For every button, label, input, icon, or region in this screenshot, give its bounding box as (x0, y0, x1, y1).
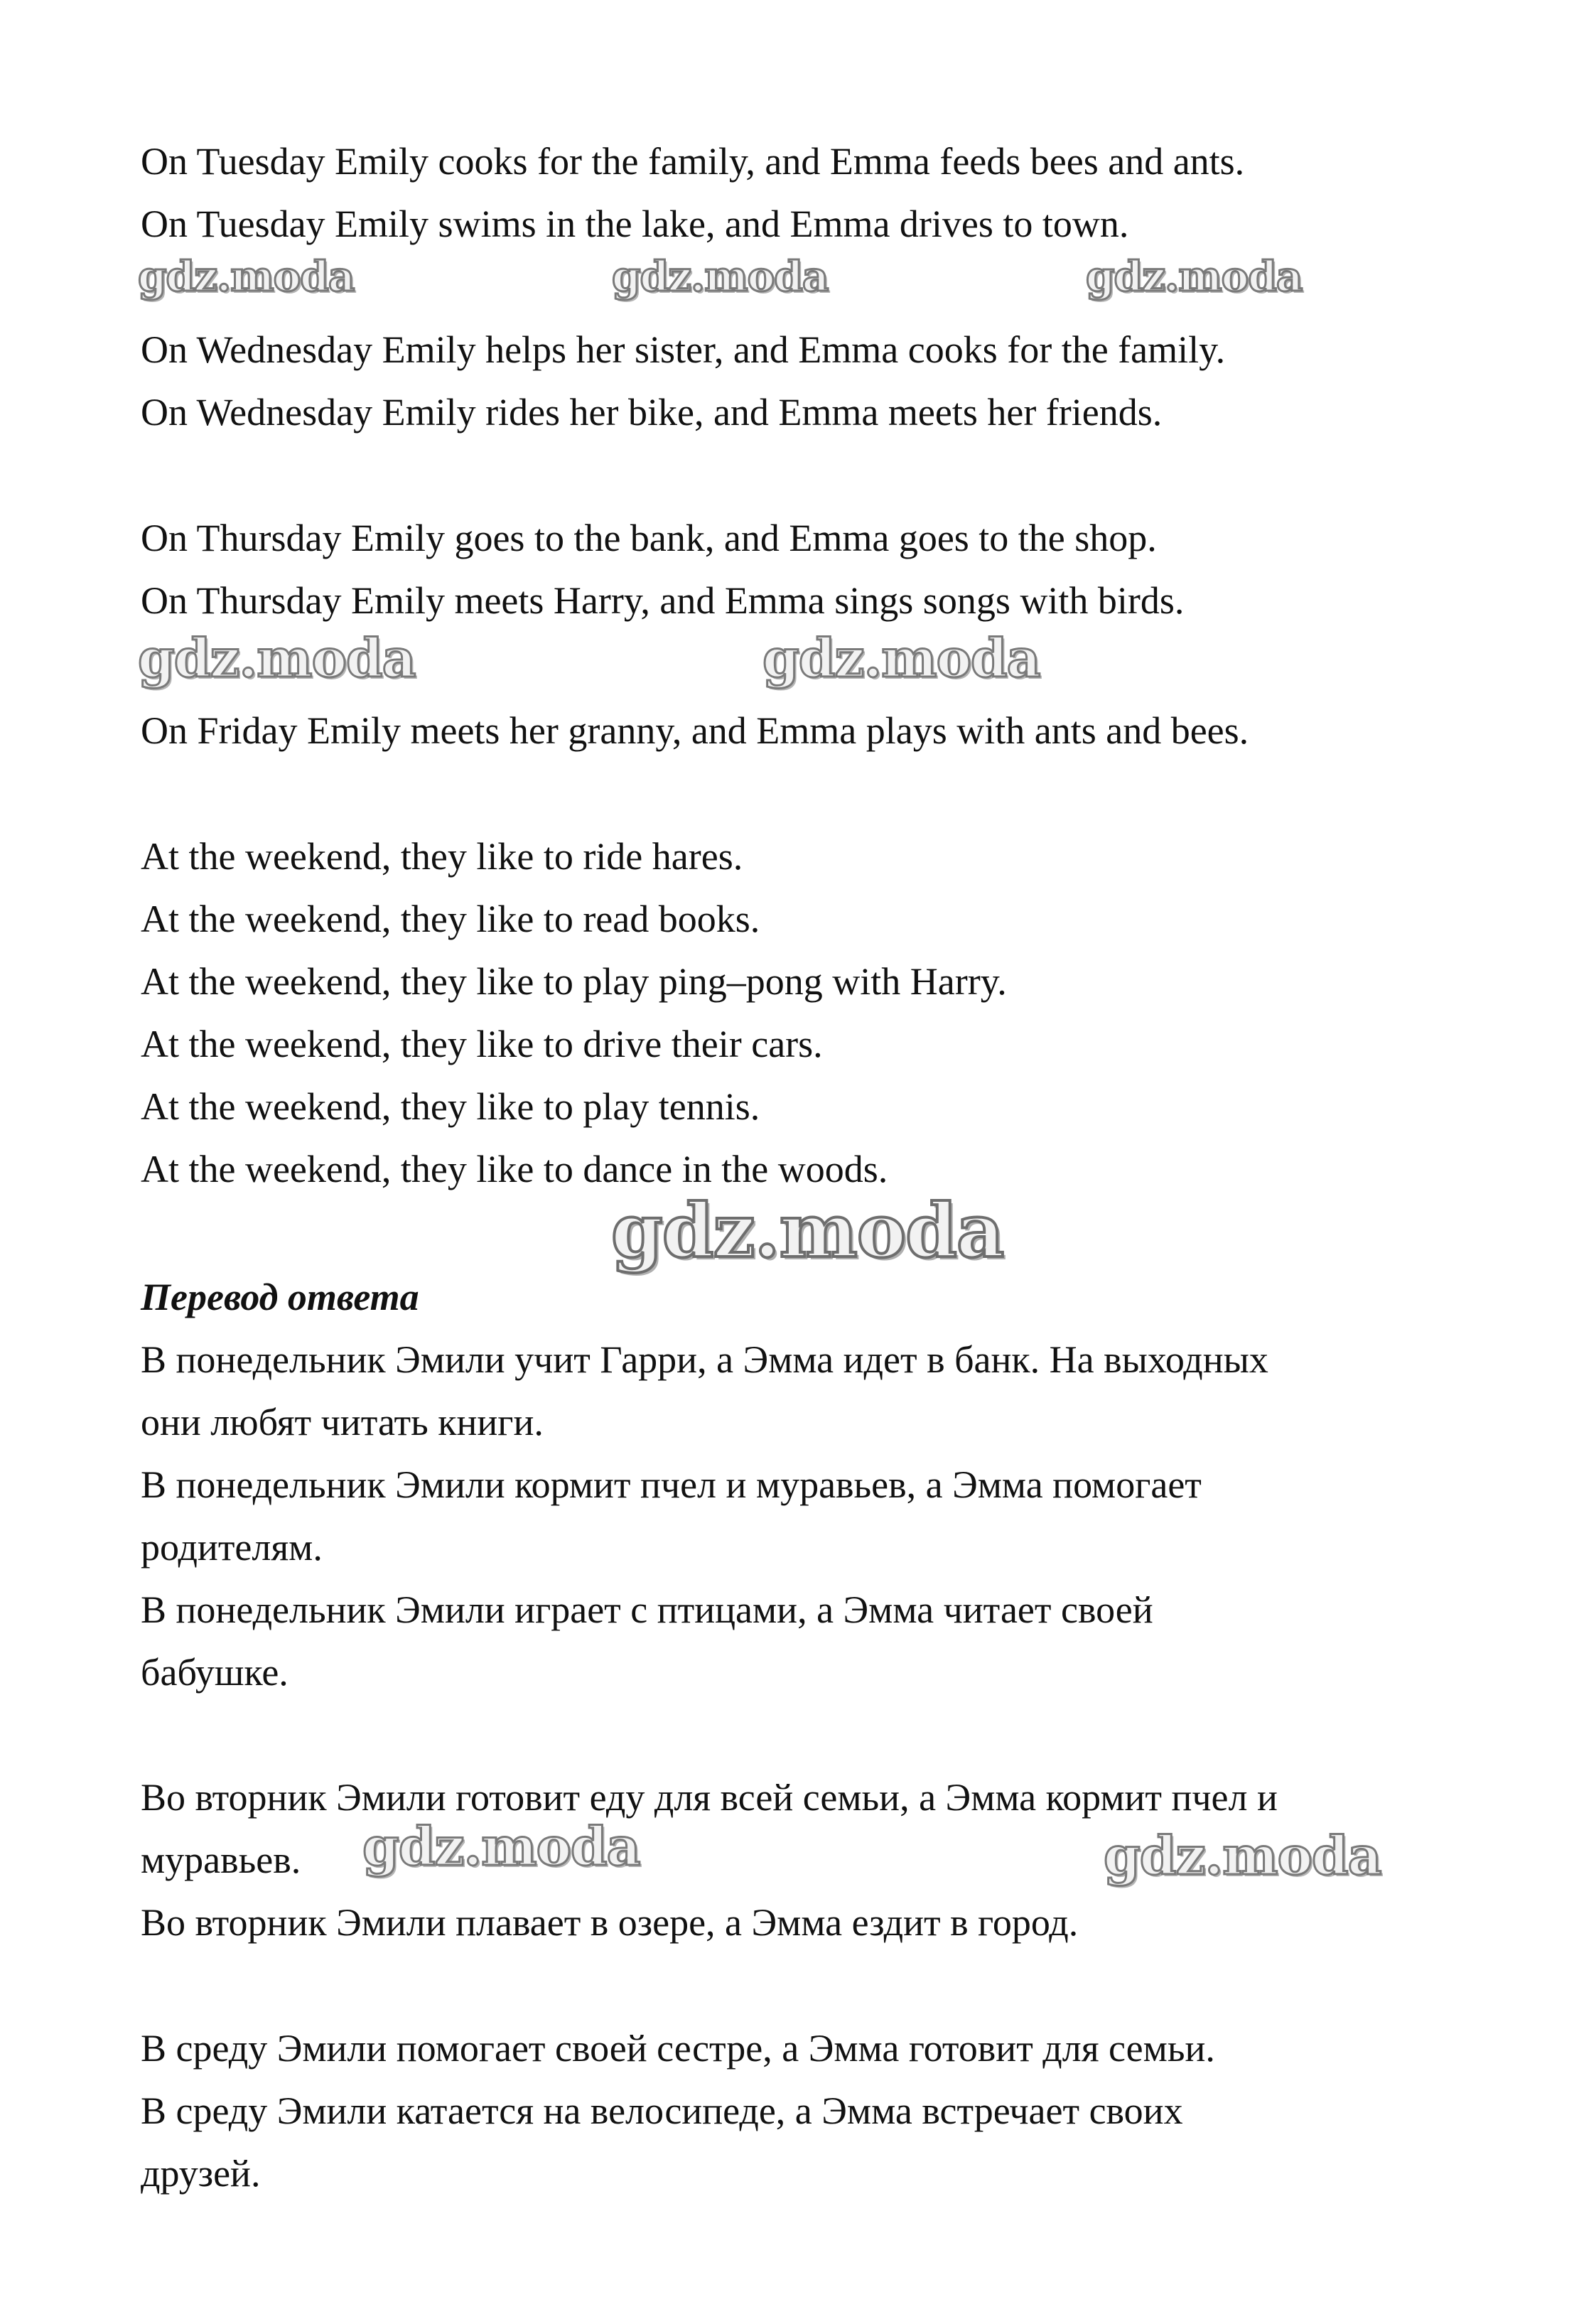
watermark: gdz.moda (762, 628, 1040, 689)
watermark: gdz.moda (1104, 1826, 1381, 1887)
text-line: бабушке. (141, 1651, 289, 1694)
text-line: On Tuesday Emily cooks for the family, and Emma feeds bees and ants. (141, 140, 1245, 183)
watermark: gdz.moda (612, 252, 829, 301)
text-line: В понедельник Эмили учит Гарри, а Эмма идет в банк. На выходных (141, 1338, 1268, 1381)
text-line: В понедельник Эмили играет с птицами, а Эмма читает своей (141, 1588, 1153, 1631)
watermark: gdz.moda (138, 252, 355, 301)
text-line: At the weekend, they like to drive their cars. (141, 1023, 823, 1065)
text-line: At the weekend, they like to read books. (141, 898, 760, 940)
text-line: On Wednesday Emily helps her sister, and Emma cooks for the family. (141, 328, 1226, 371)
text-line: On Tuesday Emily swims in the lake, and Emma drives to town. (141, 203, 1129, 245)
watermark: gdz.moda (138, 628, 416, 689)
watermark: gdz.moda (1086, 252, 1303, 301)
watermark: gdz.moda (362, 1817, 640, 1878)
text-line: On Thursday Emily meets Harry, and Emma sings songs with birds. (141, 579, 1185, 622)
text-line: Во вторник Эмили плавает в озере, а Эмма ездит в город. (141, 1901, 1079, 1944)
text-line: В понедельник Эмили кормит пчел и муравьев, а Эмма помогает (141, 1463, 1202, 1506)
text-line: они любят читать книги. (141, 1401, 544, 1443)
text-line: At the weekend, they like to dance in the woods. (141, 1148, 888, 1190)
text-line: At the weekend, they like to play tennis. (141, 1085, 760, 1128)
text-line: At the weekend, they like to ride hares. (141, 835, 743, 878)
section-heading: Перевод ответа (141, 1276, 419, 1318)
text-line: муравьев. (141, 1839, 301, 1881)
text-line: At the weekend, they like to play ping–pong with Harry. (141, 960, 1007, 1003)
text-line: On Thursday Emily goes to the bank, and Emma goes to the shop. (141, 517, 1157, 559)
text-line: On Wednesday Emily rides her bike, and Emma meets her friends. (141, 391, 1163, 434)
text-line: On Friday Emily meets her granny, and Emma plays with ants and bees. (141, 709, 1249, 752)
text-line: друзей. (141, 2152, 261, 2195)
text-line: В среду Эмили помогает своей сестре, а Эмма готовит для семьи. (141, 2027, 1215, 2070)
watermark: gdz.moda (611, 1187, 1004, 1274)
text-line: родителям. (141, 1526, 323, 1569)
text-line: В среду Эмили катается на велосипеде, а Эмма встречает своих (141, 2089, 1183, 2132)
text-line: Во вторник Эмили готовит еду для всей семьи, а Эмма кормит пчел и (141, 1776, 1278, 1819)
